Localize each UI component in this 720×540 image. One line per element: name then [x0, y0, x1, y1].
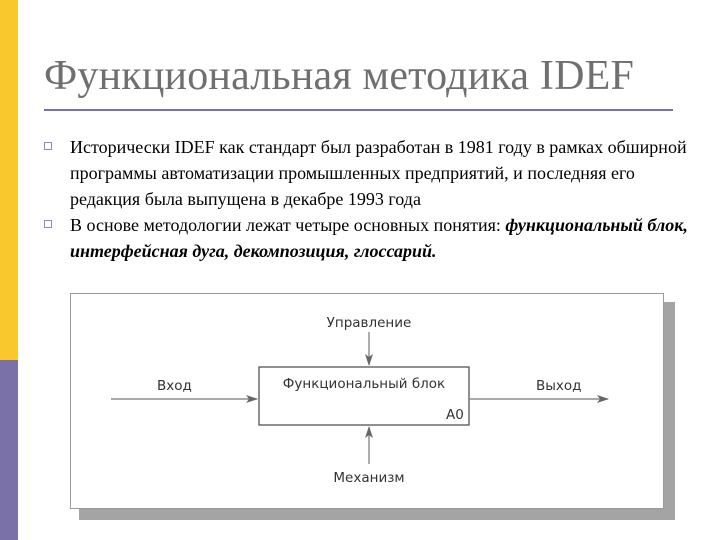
bullet-text: В основе методологии лежат четыре основных понятия:	[70, 215, 506, 235]
accent-stripe-yellow	[0, 0, 18, 360]
input-label: Вход	[157, 378, 192, 394]
bullet-square-icon	[44, 220, 52, 228]
control-label: Управление	[326, 315, 412, 331]
title-underline	[44, 109, 673, 111]
bullet-list	[38, 134, 688, 264]
block-id-label: А0	[446, 407, 464, 423]
bullet-text: Исторически IDEF как стандарт был разработан в 1981 году в рамках обширной программы автоматизации промышленных предприятий, и последняя его редакция была выпущена в декабре 1993 года	[70, 137, 687, 209]
accent-stripe-purple	[0, 360, 18, 540]
mechanism-label: Механизм	[333, 470, 405, 486]
bullet-item	[38, 134, 688, 212]
idef0-diagram	[70, 293, 664, 509]
bullet-item	[38, 212, 688, 264]
function-block-label: Функциональный блок	[282, 376, 446, 392]
bullet-terms: функциональный блок, интерфейсная дуга, декомпозиция, глоссарий.	[70, 215, 688, 261]
bullet-square-icon	[44, 142, 52, 150]
idef0-diagram-svg	[71, 294, 665, 510]
slide-title: Функциональная методика IDEF	[44, 53, 635, 99]
output-label: Выход	[536, 378, 582, 394]
